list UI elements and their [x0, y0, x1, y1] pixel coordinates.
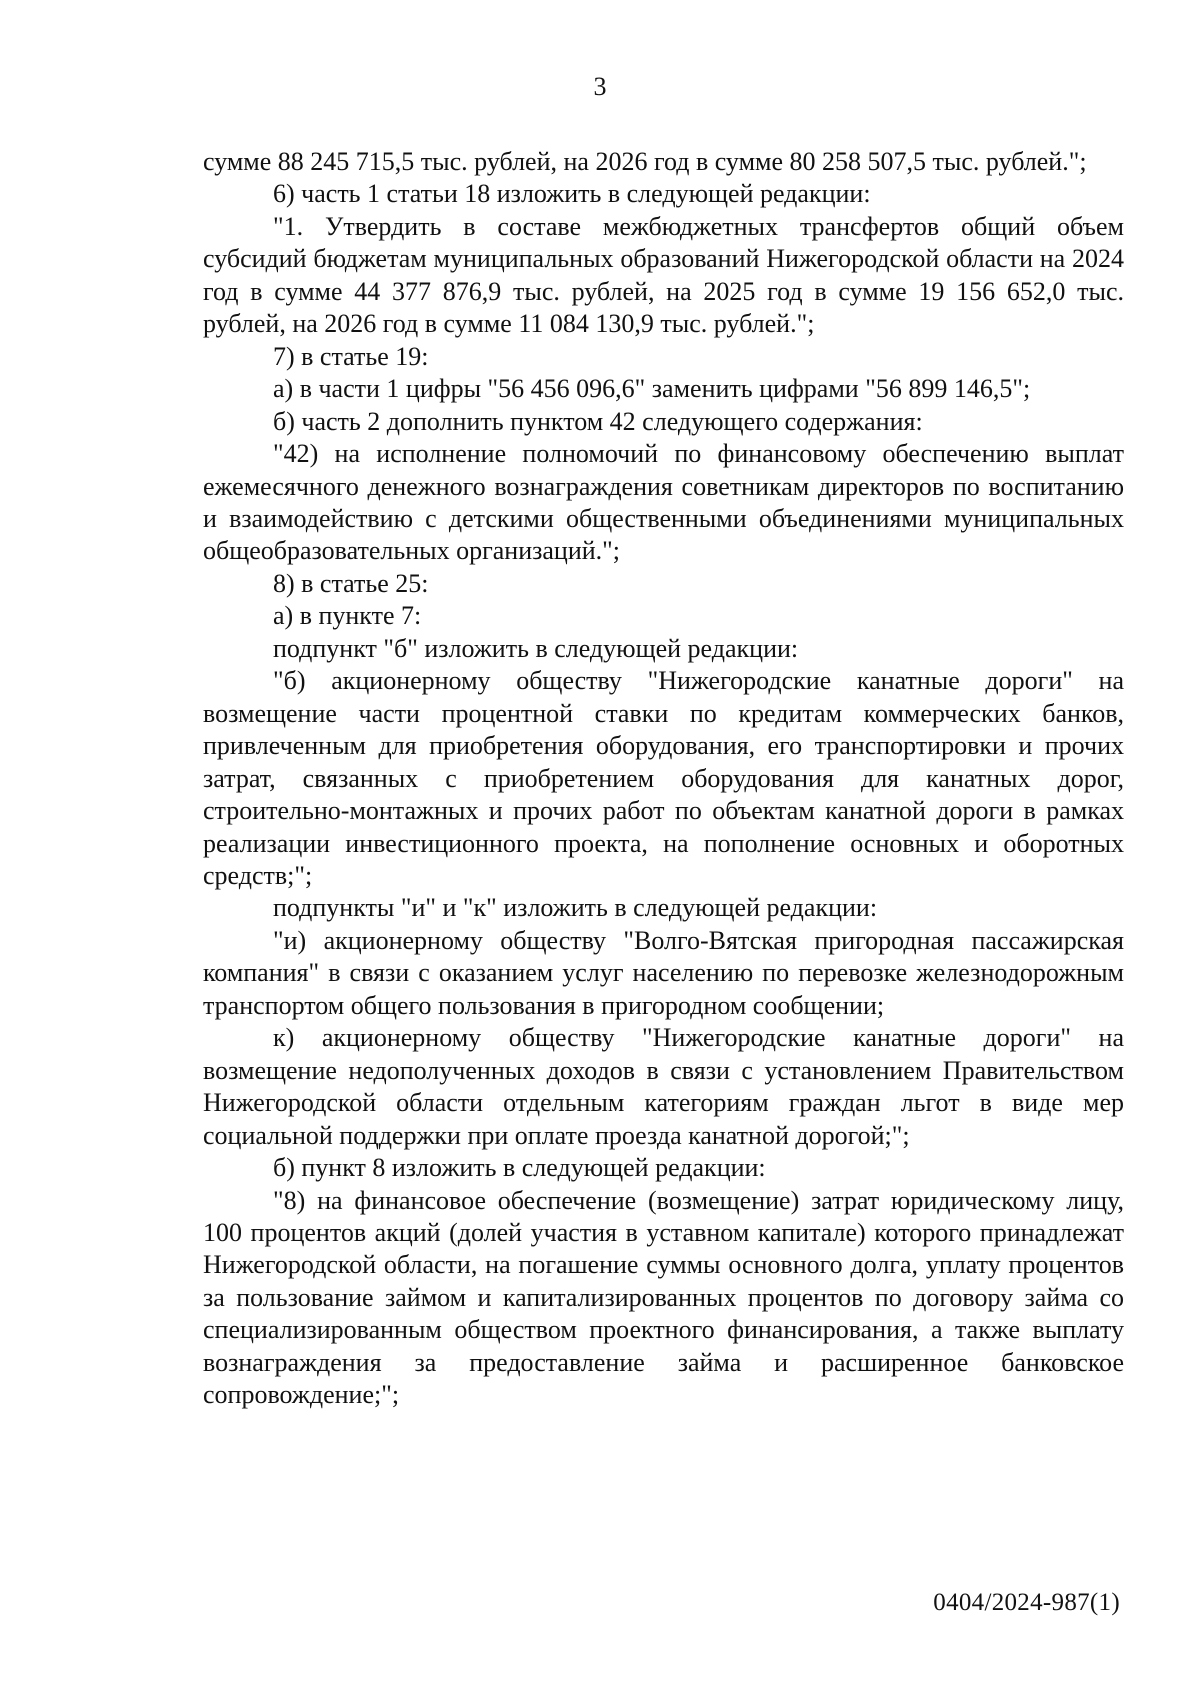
paragraph-item-8: 8) в статье 25:: [273, 568, 429, 598]
paragraph-quote-8: "8) на финансовое обеспечение (возмещение) затрат юридическому лицу, 100 процентов акций (долей участия в уставном капитале) которого принадлежат Нижегородской области, на погашение суммы основного долга, уплату процентов за пользование займом и капитализированных процентов по договору займа со специализированным обществом проектного финансирования, а также выплату вознаграждения за предоставление займа и расширенное банковское сопровождение;";: [203, 1185, 1124, 1410]
paragraph-quote-42: "42) на исполнение полномочий по финансовому обеспечению выплат ежемесячного денежного вознаграждения советникам директоров по воспитанию и взаимодействию с детскими общественными объединениями муниципальных общеобразовательных организаций.";: [203, 439, 1124, 566]
document-code: 0404/2024-987(1): [933, 1589, 1120, 1616]
paragraph-quote-b: "б) акционерному обществу "Нижегородские канатные дороги" на возмещение части процентной ставки по кредитам коммерческих банков, привлеченным для приобретения оборудования, его транспортировки и прочих затрат, связанных с приобретением оборудования для канатных дорог, строительно-монтажных и прочих работ по объектам канатной дороги в рамках реализации инвестиционного проекта, на пополнение основных и оборотных средств;";: [203, 666, 1124, 890]
paragraph-quote-1: "1. Утвердить в составе межбюджетных трансфертов общий объем субсидий бюджетам муниципальных образований Нижегородской области на 2024 год в сумме 44 377 876,9 тыс. рублей, на 2025 год в сумме 19 156 652,0 тыс. рублей, на 2026 год в сумме 11 084 130,9 тыс. рублей.";: [203, 211, 1124, 339]
paragraph-continuation: сумме 88 245 715,5 тыс. рублей, на 2026 год в сумме 80 258 507,5 тыс. рублей.";: [203, 147, 1087, 176]
paragraph-quote-i: "и) акционерному обществу "Волго-Вятская пригородная пассажирская компания" в связи с оказанием услуг населению по перевозке железнодорожным транспортом общего пользования в пригородном сообщении;: [203, 925, 1124, 1020]
paragraph-quote-k: к) акционерному обществу "Нижегородские канатные дороги" на возмещение недополученных доходов в связи с установлением Правительством Нижегородской области отдельным категориям граждан льгот в виде мер социальной поддержки при оплате проезда канатной дорогой;";: [203, 1023, 1124, 1150]
paragraph-item-7b: б) часть 2 дополнить пунктом 42 следующего содержания:: [273, 406, 923, 436]
paragraph-subpoints-i-k: подпункты "и" и "к" изложить в следующей редакции:: [273, 893, 878, 923]
page-number: 3: [593, 72, 607, 101]
document-body: [203, 146, 1124, 1412]
paragraph-item-8b: б) пункт 8 изложить в следующей редакции:: [273, 1153, 766, 1183]
paragraph-subpoint-b: подпункт "б" изложить в следующей редакции:: [273, 633, 799, 663]
paragraph-item-8a: а) в пункте 7:: [273, 601, 422, 631]
paragraph-item-6: 6) часть 1 статьи 18 изложить в следующей редакции:: [273, 179, 871, 209]
paragraph-item-7a: а) в части 1 цифры "56 456 096,6" заменить цифрами "56 899 146,5";: [273, 374, 1031, 404]
paragraph-item-7: 7) в статье 19:: [273, 341, 429, 371]
